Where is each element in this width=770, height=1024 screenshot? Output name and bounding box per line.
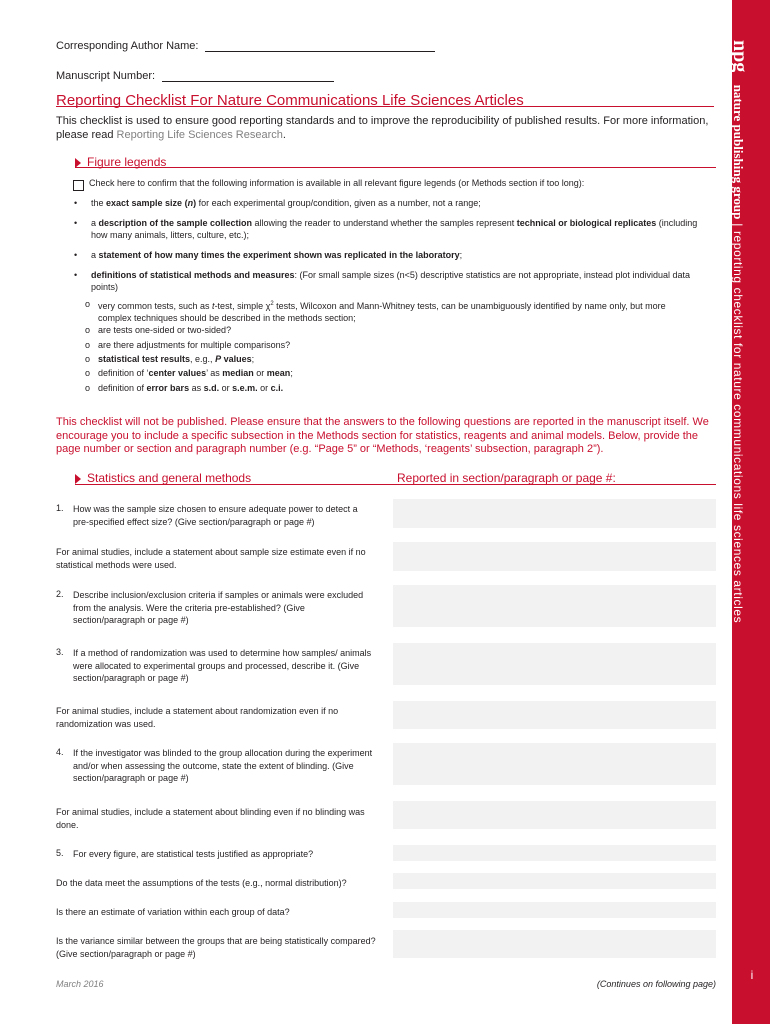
title-rule [56, 106, 714, 107]
q5a-text: Do the data meet the assumptions of the tests (e.g., normal distribution)? [56, 878, 347, 888]
bullet-icon: • [74, 218, 78, 228]
statistics-rule [75, 484, 716, 485]
intro-end: . [282, 129, 286, 141]
sub-bullet-common-tests: very common tests, such as t-test, simple $\chi^2$ tests, Wilcoxon and Mann-Whitney tests, can be unambiguously identified by name only, but more complex techniques should be described in the methods section; [98, 301, 666, 323]
reporting-life-sciences-link[interactable]: Reporting Life Sciences Research [116, 129, 283, 141]
bullet-icon: • [74, 198, 78, 208]
figure-legends-label: Figure legends [87, 155, 167, 169]
bullet-sample-size: the exact sample size (n) for each experimental group/condition, given as a number, not a range; [91, 198, 481, 208]
bullet-statistical-methods: definitions of statistical methods and measures: (For small sample sizes (n<5) descriptive statistics are not appropriate, instead plot individual data points) [91, 270, 690, 292]
sub-bullet-icon: o [85, 354, 91, 364]
sub-bullet-test-results: statistical test results, e.g., P values; [98, 354, 255, 364]
npg-logo: npg [729, 40, 751, 73]
page-title: Reporting Checklist For Nature Communications Life Sciences Articles [56, 92, 524, 109]
q3a-text: For animal studies, include a statement about randomization even if no randomization was used. [56, 706, 339, 729]
brand-band-text [728, 40, 751, 623]
q3-number: 3. [56, 647, 64, 657]
brand-subtitle: reporting checklist for nature communications life sciences articles [731, 230, 745, 624]
q2-number: 2. [56, 589, 64, 599]
q3-answer-field[interactable] [393, 643, 716, 685]
page-number: i [750, 968, 754, 982]
statistics-label: Statistics and general methods [87, 471, 252, 485]
sub-bullet-multiple-comparisons: are there adjustments for multiple comparisons? [98, 340, 291, 350]
q3a-answer-field[interactable] [393, 701, 716, 729]
q5b-text: Is there an estimate of variation within each group of data? [56, 907, 290, 917]
bullet-icon: • [74, 270, 78, 280]
q1-text: How was the sample size chosen to ensure adequate power to detect a pre-specified effect size? (Give section/paragraph or page #) [73, 504, 358, 527]
q4a-answer-field[interactable] [393, 801, 716, 829]
footer-continues: (Continues on following page) [596, 979, 716, 989]
q5a-answer-field[interactable] [393, 873, 716, 889]
bullet-sample-collection: a description of the sample collection allowing the reader to understand whether the samples represent technical or biological replicates (including how many animals, litters, culture, etc.); [91, 218, 698, 240]
q1a-answer-field[interactable] [393, 542, 716, 571]
q4-number: 4. [56, 747, 64, 757]
intro-paragraph [56, 114, 716, 142]
manuscript-number-field[interactable] [162, 81, 334, 82]
triangle-icon [75, 474, 81, 484]
sub-bullet-center-values: definition of ‘center values’ as median or mean; [98, 368, 293, 378]
sub-bullet-icon: o [85, 383, 91, 393]
author-name-label: Corresponding Author Name: [56, 40, 199, 52]
footer-date: March 2016 [56, 979, 104, 989]
figure-legends-rule [75, 167, 716, 168]
confirm-checkbox[interactable] [73, 180, 84, 191]
q2-text: Describe inclusion/exclusion criteria if samples or animals were excluded from the analysis. Were the criteria pre-established? (Give section/paragraph or page #) [73, 590, 364, 625]
bullet-replication: a statement of how many times the experiment shown was replicated in the laboratory; [91, 250, 463, 260]
statistics-heading [75, 471, 251, 485]
q5c-answer-field[interactable] [393, 930, 716, 958]
sub-bullet-error-bars: definition of error bars as s.d. or s.e.m. or c.i. [98, 383, 284, 393]
q1a-text: For animal studies, include a statement about sample size estimate even if no statistical methods were used. [56, 547, 366, 570]
q5-number: 5. [56, 848, 64, 858]
brand-separator: | [731, 219, 745, 231]
sub-bullet-sidedness: are tests one-sided or two-sided? [98, 325, 232, 335]
confirm-checkbox-label: Check here to confirm that the following information is available in all relevant figure legends (or Methods section if too long): [89, 178, 585, 188]
notice-paragraph: This checklist will not be published. Please ensure that the answers to the following questions are reported in the manuscript itself. We encourage you to include a specific subsection in the Methods section for statistics, reagents and animal models. Below, provide the page number or section and paragraph number (e.g. “Page 5” or “Methods, ‘reagents’ subsection, paragraph 2”). [56, 416, 709, 455]
sub-bullet-icon: o [85, 325, 91, 335]
sub-bullet-icon: o [85, 368, 91, 378]
brand-name: nature publishing group [731, 84, 746, 220]
q5-text: For every figure, are statistical tests justified as appropriate? [73, 849, 314, 859]
reported-heading: Reported in section/paragraph or page #: [397, 471, 616, 485]
manuscript-number-label: Manuscript Number: [56, 70, 156, 82]
author-name-field[interactable] [205, 51, 435, 52]
q4-text: If the investigator was blinded to the group allocation during the experiment and/or when assessing the outcome, state the extent of blinding. (Give section/paragraph or page #) [73, 748, 373, 783]
q4-answer-field[interactable] [393, 743, 716, 785]
q5c-text: Is the variance similar between the groups that are being statistically compared? (Give section/paragraph or page #) [56, 936, 376, 959]
sub-bullet-icon: o [85, 299, 91, 309]
q3-text: If a method of randomization was used to determine how samples/ animals were allocated to experimental groups and processed, describe it. (Give section/paragraph or page #) [73, 648, 372, 683]
q1-answer-field[interactable] [393, 499, 716, 528]
sub-bullet-icon: o [85, 340, 91, 350]
intro-text: This checklist is used to ensure good reporting standards and to improve the reproducibility of published results. For more information, please read [56, 115, 709, 141]
bullet-icon: • [74, 250, 78, 260]
q1-number: 1. [56, 503, 64, 513]
q5b-answer-field[interactable] [393, 902, 716, 918]
q2-answer-field[interactable] [393, 585, 716, 627]
q4a-text: For animal studies, include a statement about blinding even if no blinding was done. [56, 807, 365, 830]
q5-answer-field[interactable] [393, 845, 716, 861]
